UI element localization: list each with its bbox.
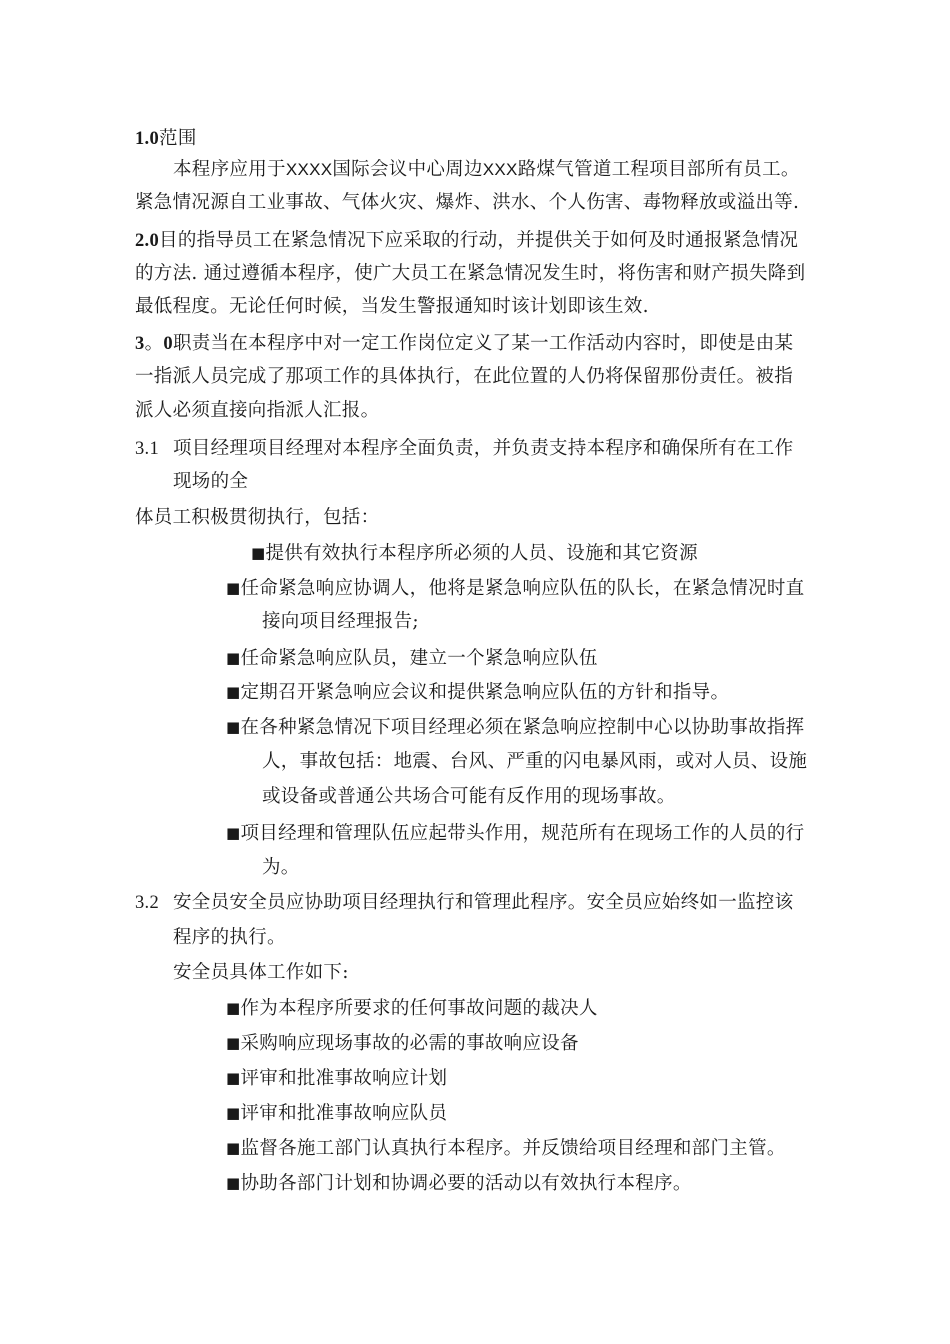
section-3-number: 0 xyxy=(163,334,173,354)
section-3-1-line-1: 项目经理项目经理对本程序全面负责，并负责支持本程序和确保所有在工作 xyxy=(173,438,794,459)
section-3-2-number: 3.2 xyxy=(135,893,160,913)
bullet-square-icon: ■ xyxy=(226,1139,241,1157)
section-1-para-line-1 xyxy=(173,157,800,183)
bullet-square-icon: ■ xyxy=(226,718,241,736)
bullet-square-icon: ■ xyxy=(226,999,241,1017)
list-item xyxy=(226,1030,579,1057)
section-3-2-line-1: 安全员安全员应协助项目经理执行和管理此程序。安全员应始终如一监控该 xyxy=(173,892,794,913)
section-2-line-3: 最低程度。无论任何时候，当发生警报通知时该计划即该生效. xyxy=(135,296,649,317)
text-segment: 职责当在本程序中对一定工作岗位定义了某一工作活动内容时，即使是由某 xyxy=(172,333,794,354)
list-item xyxy=(226,575,805,602)
section-3-line-3: 派人必须直接向指派人汇报。 xyxy=(135,400,380,421)
list-item xyxy=(226,1135,786,1162)
placeholder-xxx: XXX xyxy=(482,160,518,179)
list-item xyxy=(226,714,805,741)
list-item-text: 在各种紧急情况下项目经理必须在紧急响应控制中心以协助事故指挥 xyxy=(240,717,805,738)
text-segment: 国际会议中心周边 xyxy=(332,159,483,180)
bullet-square-icon: ■ xyxy=(226,824,241,842)
section-3-2-line-3: 安全员具体工作如下: xyxy=(173,962,349,983)
list-item xyxy=(226,1065,447,1092)
bullet-square-icon: ■ xyxy=(226,1034,241,1052)
list-item xyxy=(226,1100,447,1127)
section-3-1-line-2: 现场的全 xyxy=(173,471,249,492)
bullet-square-icon: ■ xyxy=(226,1069,241,1087)
section-3-1-line-3: 体员工积极贯彻执行，包括： xyxy=(135,507,380,528)
section-2-line-1 xyxy=(135,228,798,254)
list-item-continuation: 或设备或普通公共场合可能有反作用的现场事故。 xyxy=(262,786,676,807)
section-1-para-line-2: 紧急情况源自工业事故、气体火灾、爆炸、洪水、个人伤害、毒物释放或溢出等. xyxy=(135,192,800,213)
list-item-text: 定期召开紧急响应会议和提供紧急响应队伍的方针和指导。 xyxy=(240,682,730,703)
list-item-text: 作为本程序所要求的任何事故问题的裁决人 xyxy=(240,998,598,1019)
section-3-line-1 xyxy=(135,331,793,357)
list-item-continuation: 为。 xyxy=(262,857,300,878)
section-1-heading xyxy=(135,126,197,152)
section-2-number: 2.0 xyxy=(135,231,160,251)
list-item xyxy=(226,995,598,1022)
list-item xyxy=(226,679,729,706)
list-item-text: 项目经理和管理队伍应起带头作用，规范所有在现场工作的人员的行 xyxy=(240,823,805,844)
text-segment: 本程序应用于 xyxy=(173,159,286,180)
list-item-text: 任命紧急响应协调人，他将是紧急响应队伍的队长，在紧急情况时直 xyxy=(240,578,805,599)
section-3-line-2: 一指派人员完成了那项工作的具体执行，在此位置的人仍将保留那份责任。被指 xyxy=(135,366,794,387)
section-1-number: 1.0 xyxy=(135,129,160,149)
bullet-square-icon: ■ xyxy=(226,649,241,667)
bullet-square-icon: ■ xyxy=(251,544,266,562)
list-item xyxy=(226,820,805,847)
text-segment: 。 xyxy=(144,333,164,354)
section-3-2-line-2: 程序的执行。 xyxy=(173,927,286,948)
section-2-line-2: 的方法. 通过遵循本程序，使广大员工在紧急情况发生时，将伤害和财产损失降到 xyxy=(135,263,806,284)
placeholder-xxxx: XXXX xyxy=(285,160,333,179)
bullet-square-icon: ■ xyxy=(226,1174,241,1192)
list-item-continuation: 人，事故包括：地震、台风、严重的闪电暴风雨，或对人员、设施 xyxy=(262,751,808,772)
section-1-title: 范围 xyxy=(159,128,197,149)
text-segment: 路煤气管道工程项目部所有员工。 xyxy=(517,159,800,180)
text-segment: 目的指导员工在紧急情况下应采取的行动，并提供关于如何及时通报紧急情况 xyxy=(159,230,799,251)
list-item-text: 采购响应现场事故的必需的事故响应设备 xyxy=(240,1033,579,1054)
list-item-text: 评审和批准事故响应计划 xyxy=(240,1068,448,1089)
bullet-square-icon: ■ xyxy=(226,1104,241,1122)
bullet-square-icon: ■ xyxy=(226,683,241,701)
bullet-square-icon: ■ xyxy=(226,579,241,597)
list-item xyxy=(251,540,698,567)
list-item-continuation: 接向项目经理报告; xyxy=(262,611,419,632)
section-3-1-number: 3.1 xyxy=(135,439,160,459)
list-item-text: 协助各部门计划和协调必要的活动以有效执行本程序。 xyxy=(240,1173,692,1194)
list-item-text: 提供有效执行本程序所必须的人员、设施和其它资源 xyxy=(265,543,698,564)
list-item-text: 任命紧急响应队员，建立一个紧急响应队伍 xyxy=(240,648,598,669)
list-item-text: 监督各施工部门认真执行本程序。并反馈给项目经理和部门主管。 xyxy=(240,1138,786,1159)
list-item xyxy=(226,1170,692,1197)
list-item xyxy=(226,645,598,672)
section-3-number: 3 xyxy=(135,334,145,354)
list-item-text: 评审和批准事故响应队员 xyxy=(240,1103,448,1124)
